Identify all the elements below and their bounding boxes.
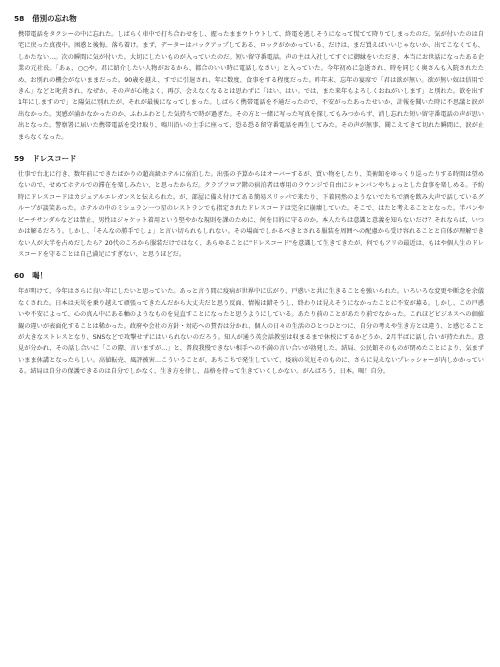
section-title: 喝！	[32, 271, 48, 281]
section-body: 年が明けて、今年はさらに良い年にしたいと思っていた。あっと言う間に疫病が世界中に広がり、戸惑いと共に生きることを強いられた。いろいろな変更や断念を余儀なくされた。日本は天災を乗り越えて頑張ってきたんだから大丈夫だと思う反面、情報は錯そうし、終わりは見えそうになかったことに不安が募る。しかし、この戸惑いや不安によって、心の真ん中にある軸のようなものを見直すことになったと思うようにしている。あたり前のことがあたり前でなかった。これほどビジネスへの価値観の違いが表面化することは稀かった。政府や会社の方針・対応への賛否は分かれ、個人の日々の生活のひとつひとつに、自分の考えや生き方とは違う、と感じることが大きなストレスとなり、SNSなどで攻撃せずにはいられないのだろう。知人が通う英会話教室は収まるまで休校にするかどうか、2月半ばに話し合いが持たれた。意見が分かれ、その話し合いに「この際、言いますが…」と、普段我慢できない相手への不満の言い合いが勃発した。結局、公民館そのものが閉めたことにより、気まずいまま休講となったらしい。高値転売、風評被害…こういうことが、あちこちで発生していて、疫病の災厄そのものに、さらに見えないプレッシャーが内しかかっている。結局は自分の保護できるのは自分でしかなく、生き方を律し、品格を持って生きていくしかない。がんばろう、日本。喝！自分。	[18, 288, 484, 376]
section-title: 借別の忘れ物	[32, 14, 77, 23]
section-heading	[14, 154, 484, 163]
section-number: 58	[14, 14, 25, 23]
essay-section-58	[14, 14, 484, 143]
section-body: 仕事で台北に行き、数年前にできたばかりの超高級ホテルに宿泊した。出張の予算からはオーバーするが、買い物をしたり、美術館をゆっくり巡ったりする時間は望めないので、せめてホテルでの滞在を楽しみたい、と思ったからだ。クラブフロア階の宿泊者は専用のラウンジで自由にシャンパンやちょっとした食事を楽しめる。予約時にドレスコードはカジュアルエレガンスと伝えられた。が、部屋に備え付けてある簡易スリッパで来たり、下着同然のようないでたちで酒を飲み大声で話しているグループが談笑あった。ホテルの中のミシュラン一つ星のレストランでも指定されたドレスコードは完全に崩壊していた。そこで、はたと考えることとなった。半パンやビーチサンダルなどは禁止、男性はジャケット着用という堅やかな規則を課のために、何を目的に守るのか。本人たちは意識と意義を知らないだけ？それならば、いつかは解るだろう。しかし、「そんなの勝手でしょ」と言い切られもしれない。その場面でしかるべきとされる服装を周囲への配慮から受け容れることと自体が理解できない人が大半を占めだしたら？20代のころから服装だけではなく、あらゆることに"ドレスコード"を意識して生きてきたが、何でもアリの最近は、もはや個人生のドレスコードを守ることは自己満足にすぎない、と思うほどだ。	[18, 171, 484, 258]
essay-section-60	[14, 271, 484, 377]
section-heading	[14, 271, 484, 280]
section-body: 携帯電話をタクシーの中に忘れた。しばらく車中で打ち合わせをし、握ったままウトウトして、終電を逃しそうになって慌てて降りてしまったのだ。気が付いたのは自宅に戻った真夜中。困惑と後悔。落ち着け。まず、データーはバックアップしてある、ロックがかかっている、だけは、まだ買えばいいじゃないか、出てこなくても、しかたない…。次の瞬間に気が付いた。大切にしたいものが入っていたのだ。短い留守番電話。声の主は入社してすぐに御縁をいただき、本当にお世話になったある企業の元社長。「あぁ、○○や。君に紹介したい人物がおるから、都合のいい時に電話しなさい」と入っていた。今年初めに急逝され、時を同じく奥さんも入院されたため、お別れの機会がないままだった。90歳を越え、すでに引退され、年に数度、食事をする程度だった。昨年末、忘年の宴席で「君は欲が無い。欲が無い奴は信用できん」などと叱責され、なぜか、その声が心地よく、再び、会えなくなるとは思わずに「はい、はい。では、また来年もよろしくおねがいします」と別れた。欲を出す1年にしますので」と陽気に別れたが、それが最後になってしまった。しばらく携帯電話を不通だったので、不安がったあったせいか、計報を聞いた時に不思議と涙が出なかった。実感が涌かなかったのか、ふわふわとした気持ちで時が過ぎた。その方と一緒に写った写真を探してもみつからず、消し忘れた短い留守番電話の声が思い出となった。警察署に届いた携帯電話を受け取り、鳴川沿いの土手に座って、恐る恐る留守番電話を再生してみた。その声が無事、聞こえてきて切れた瞬間に、涙が止まらなくなった。	[18, 31, 484, 141]
section-number: 60	[14, 271, 25, 281]
document-page	[14, 14, 484, 389]
section-title: ドレスコード	[32, 154, 77, 164]
section-number: 59	[14, 154, 25, 164]
section-heading	[14, 14, 484, 23]
essay-section-59	[14, 154, 484, 260]
